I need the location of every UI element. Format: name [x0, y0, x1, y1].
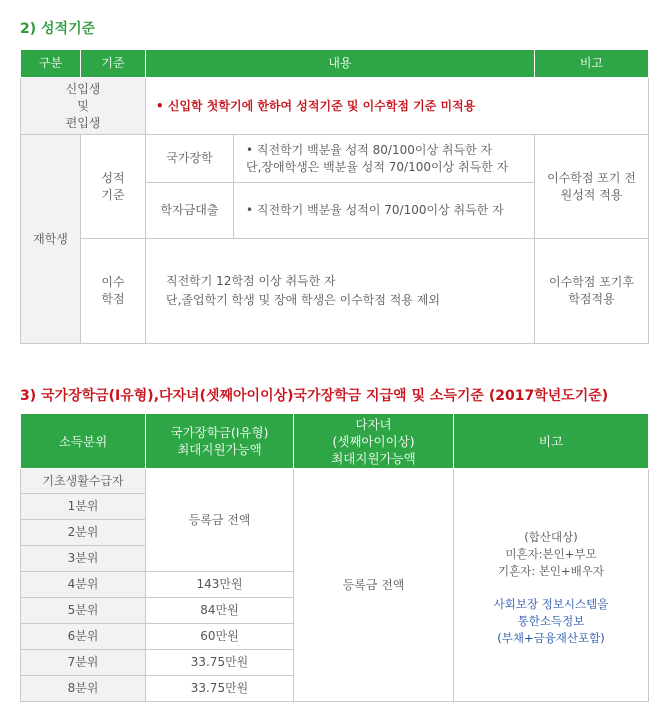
note-line-blue: 통한소득정보 — [517, 614, 585, 628]
income-level-cell: 기초생활수급자 — [21, 469, 146, 494]
table-header-row — [21, 414, 649, 469]
content-line: 단,졸업학기 학생 및 장애 학생은 이수학점 적용 제외 — [166, 293, 440, 307]
section-heading-grade-criteria — [20, 18, 95, 38]
label-line: 학점 — [101, 292, 125, 306]
note-line: 원성적 적용 — [560, 187, 623, 202]
income-level-cell: 6분위 — [21, 624, 146, 650]
label-line: 기준 — [101, 187, 125, 202]
section-title: 국가장학금(I유형),다자녀(셋째아이이상)국가장학금 지급액 및 소득기준 — [41, 388, 484, 404]
header-category: 구분 — [21, 50, 81, 78]
label-line: 이수 — [101, 275, 125, 289]
note-line: 학점적용 — [568, 292, 615, 306]
table-row — [21, 239, 649, 344]
table-row — [21, 135, 649, 183]
amount-cell: 33.75만원 — [146, 676, 294, 702]
section-number: 3) — [20, 388, 37, 404]
table-header-row — [21, 50, 649, 78]
note-line-blue: (부채+금융재산포함) — [497, 631, 605, 645]
content-student-loan: • 직전학기 백분율 성적이 70/100이상 취득한 자 — [234, 183, 535, 239]
row-content-new-transfer: • 신입학 첫학기에 한하여 성적기준 및 이수학점 기준 미적용 — [146, 78, 649, 135]
header-multi-child-max — [294, 414, 454, 469]
income-level-cell: 4분위 — [21, 572, 146, 598]
label-line: 및 — [77, 98, 89, 113]
section-heading-scholarship — [20, 385, 608, 405]
note-line: 기혼자: 본인+배우자 — [497, 564, 605, 578]
label-line: 편입생 — [65, 115, 101, 130]
header-note: 비고 — [454, 414, 649, 469]
amount-cell: 60만원 — [146, 624, 294, 650]
note-cell — [454, 469, 649, 702]
label-student-loan: 학자금대출 — [146, 183, 234, 239]
header-national-max — [146, 414, 294, 469]
income-level-cell: 1분위 — [21, 494, 146, 520]
label-line: 성적 — [101, 170, 125, 185]
scholarship-amount-table — [20, 413, 649, 702]
row-label-new-transfer — [21, 78, 146, 135]
header-line: 국가장학금(I유형) — [170, 425, 269, 440]
income-level-cell: 2분위 — [21, 520, 146, 546]
content-line: 단,장애학생은 백분율 성적 70/100이상 취득한 자 — [246, 159, 509, 174]
income-level-cell: 5분위 — [21, 598, 146, 624]
note-line: (합산대상) — [524, 530, 578, 544]
header-line: 최대지원가능액 — [177, 442, 262, 457]
row-label-credits — [81, 239, 146, 344]
content-national-scholarship — [234, 135, 535, 183]
note-grade — [535, 135, 649, 239]
amount-cell: 143만원 — [146, 572, 294, 598]
amount-cell: 33.75만원 — [146, 650, 294, 676]
note-line: 미혼자:본인+부모 — [505, 547, 597, 561]
section-title: 성적기준 — [41, 21, 96, 37]
income-level-cell: 7분위 — [21, 650, 146, 676]
content-line: • 직전학기 백분율 성적 80/100이상 취득한 자 — [246, 142, 493, 157]
header-income-level: 소득분위 — [21, 414, 146, 469]
amount-cell: 84만원 — [146, 598, 294, 624]
grade-criteria-table — [20, 49, 649, 344]
header-content: 내용 — [146, 50, 535, 78]
full-tuition-cell: 등록금 전액 — [146, 469, 294, 572]
note-line: 이수학점 포기 전 — [547, 170, 636, 185]
table-row — [21, 469, 649, 494]
row-label-grade-criteria — [81, 135, 146, 239]
section-number: 2) — [20, 21, 37, 37]
label-national-scholarship: 국가장학 — [146, 135, 234, 183]
header-line: 다자녀 — [355, 416, 392, 432]
row-label-enrolled: 재학생 — [21, 135, 81, 344]
content-credits — [146, 239, 535, 344]
header-note: 비고 — [535, 50, 649, 78]
multi-child-value: 등록금 전액 — [294, 469, 454, 702]
table-row — [21, 78, 649, 135]
label-line: 신입생 — [65, 81, 101, 96]
section-suffix: (2017학년도기준) — [488, 388, 609, 404]
note-line: 이수학점 포기후 — [549, 275, 634, 289]
header-criteria: 기준 — [81, 50, 146, 78]
note-line-blue: 사회보장 정보시스템을 — [493, 597, 609, 611]
header-line: (셋째아이이상) — [332, 433, 415, 449]
note-credits — [535, 239, 649, 344]
header-line: 최대지원가능액 — [331, 450, 416, 466]
income-level-cell: 8분위 — [21, 676, 146, 702]
content-line: 직전학기 12학점 이상 취득한 자 — [166, 274, 336, 288]
note-spacer — [454, 580, 648, 596]
income-level-cell: 3분위 — [21, 546, 146, 572]
